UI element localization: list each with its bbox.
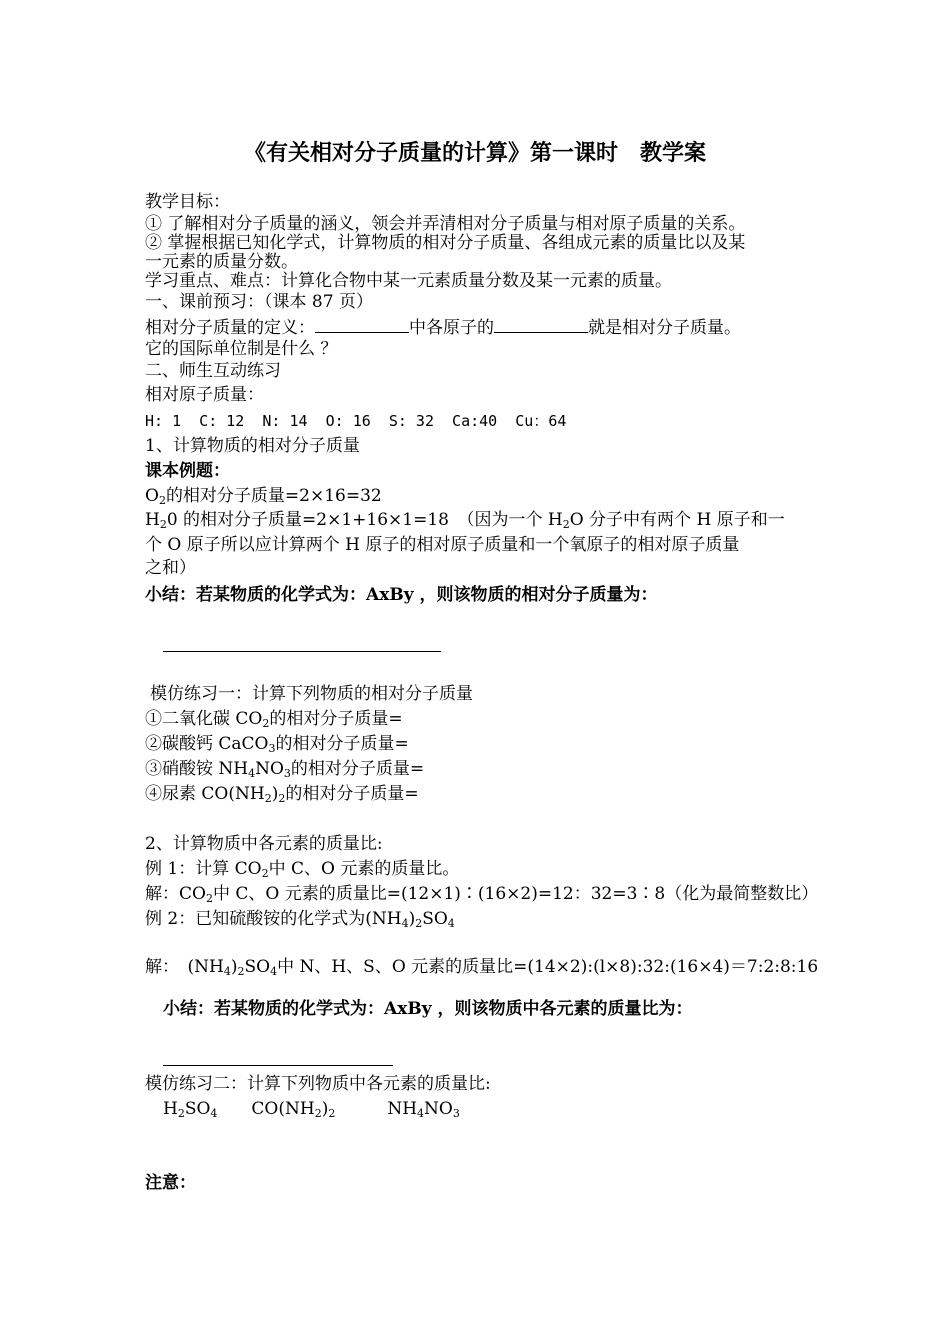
- example-2-2: 例 2：已知硫酸铵的化学式为$(NH_4)_2SO_4$: [145, 909, 455, 930]
- unit-question: 它的国际单位制是什么 ？: [145, 339, 338, 359]
- question-caco3: ②碳酸钙 CaCO$_3$的相对分子质量=: [145, 734, 409, 755]
- section2-heading: 2、计算物质中各元素的质量比:: [145, 834, 383, 854]
- formula-nh4no3: $NH_4NO_3$: [387, 1099, 460, 1120]
- definition-part2: 中各原子的: [409, 318, 494, 338]
- summary-2: 小结：若某物质的化学式为：AxBy ，则该物质中各元素的质量比为：: [163, 999, 693, 1019]
- textbook-example-label: 课本例题：: [145, 461, 230, 481]
- example-o2: $O_2$的相对分子质量=2×16=32: [145, 486, 382, 507]
- practice-heading: 二、师生互动练习: [145, 361, 281, 381]
- question-co2: ①二氧化碳 $CO_2$的相对分子质量=: [145, 709, 403, 730]
- document-title: 《有关相对分子质量的计算》第一课时 教学案: [243, 141, 706, 166]
- objective-1: ① 了解相对分子质量的涵义，领会并弄清相对分子质量与相对原子质量的关系。: [145, 214, 746, 234]
- atomic-mass-label: 相对原子质量：: [145, 385, 264, 405]
- section1-heading: 1、计算物质的相对分子质量: [145, 436, 360, 456]
- summary-1: 小结：若某物质的化学式为：AxBy ，则该物质的相对分子质量为：: [145, 585, 658, 605]
- definition-part1: 相对分子质量的定义：: [145, 318, 315, 338]
- example-h2o-line2: 个 O 原子所以应计算两个 H 原子的相对原子质量和一个氧原子的相对原子质量: [145, 535, 740, 555]
- imitation-1-heading: 模仿练习一：计算下列物质的相对分子质量: [150, 684, 473, 704]
- question-urea: ④尿素 $CO(NH_2)_2$的相对分子质量=: [145, 784, 419, 805]
- imitation-2-heading: 模仿练习二：计算下列物质中各元素的质量比:: [145, 1074, 491, 1094]
- definition-blank-2: [494, 316, 588, 333]
- objectives-heading: 教学目标：: [145, 192, 230, 212]
- objective-2-line2: 一元素的质量分数。: [145, 252, 298, 272]
- note-label: 注意：: [145, 1173, 196, 1193]
- example-h2o-line1: $H_20$ 的相对分子质量=2×1+16×1=18 （因为一个 $H_2O$ 分子中有两个 H 原子和一: [145, 510, 785, 531]
- objective-2-line1: ② 掌握根据已知化学式，计算物质的相对分子质量、各组成元素的质量比以及某: [145, 233, 746, 253]
- example-h2o-line3: 之和）: [145, 558, 196, 578]
- definition-line: [145, 316, 741, 339]
- imitation-2-formulas: [163, 1098, 460, 1120]
- preview-heading: 一、课前预习：（课本 87 页）: [145, 292, 373, 312]
- definition-part3: 就是相对分子质量。: [588, 318, 741, 338]
- example-2-1: 例 1：计算 $CO_2$中 C、O 元素的质量比。: [145, 859, 460, 880]
- solution-2-2: 解： $(NH_4)_2SO_4$中 N、H、S、O 元素的质量比=(14×2):(l×8):32:(16×4)＝7:2:8:16: [145, 957, 819, 978]
- summary-1-answer-line: [163, 651, 441, 652]
- question-nh4no3: ③硝酸铵 $NH_4NO_3$的相对分子质量=: [145, 759, 425, 780]
- solution-2-1: 解：$CO_2$中 C、O 元素的质量比=(12×1)∶(16×2)=12：32=3∶8（化为最简整数比）: [145, 884, 819, 905]
- definition-blank-1: [315, 316, 409, 333]
- atomic-mass-values: H: 1 C: 12 N: 14 O: 16 S: 32 Ca:40 Cu：64: [145, 412, 567, 430]
- key-points: 学习重点、难点：计算化合物中某一元素质量分数及某一元素的质量。: [145, 271, 672, 291]
- formula-urea: $CO(NH_2)_2$: [251, 1099, 336, 1120]
- summary-2-answer-line: [163, 1065, 393, 1066]
- formula-h2so4: $H_2SO_4$: [163, 1099, 218, 1120]
